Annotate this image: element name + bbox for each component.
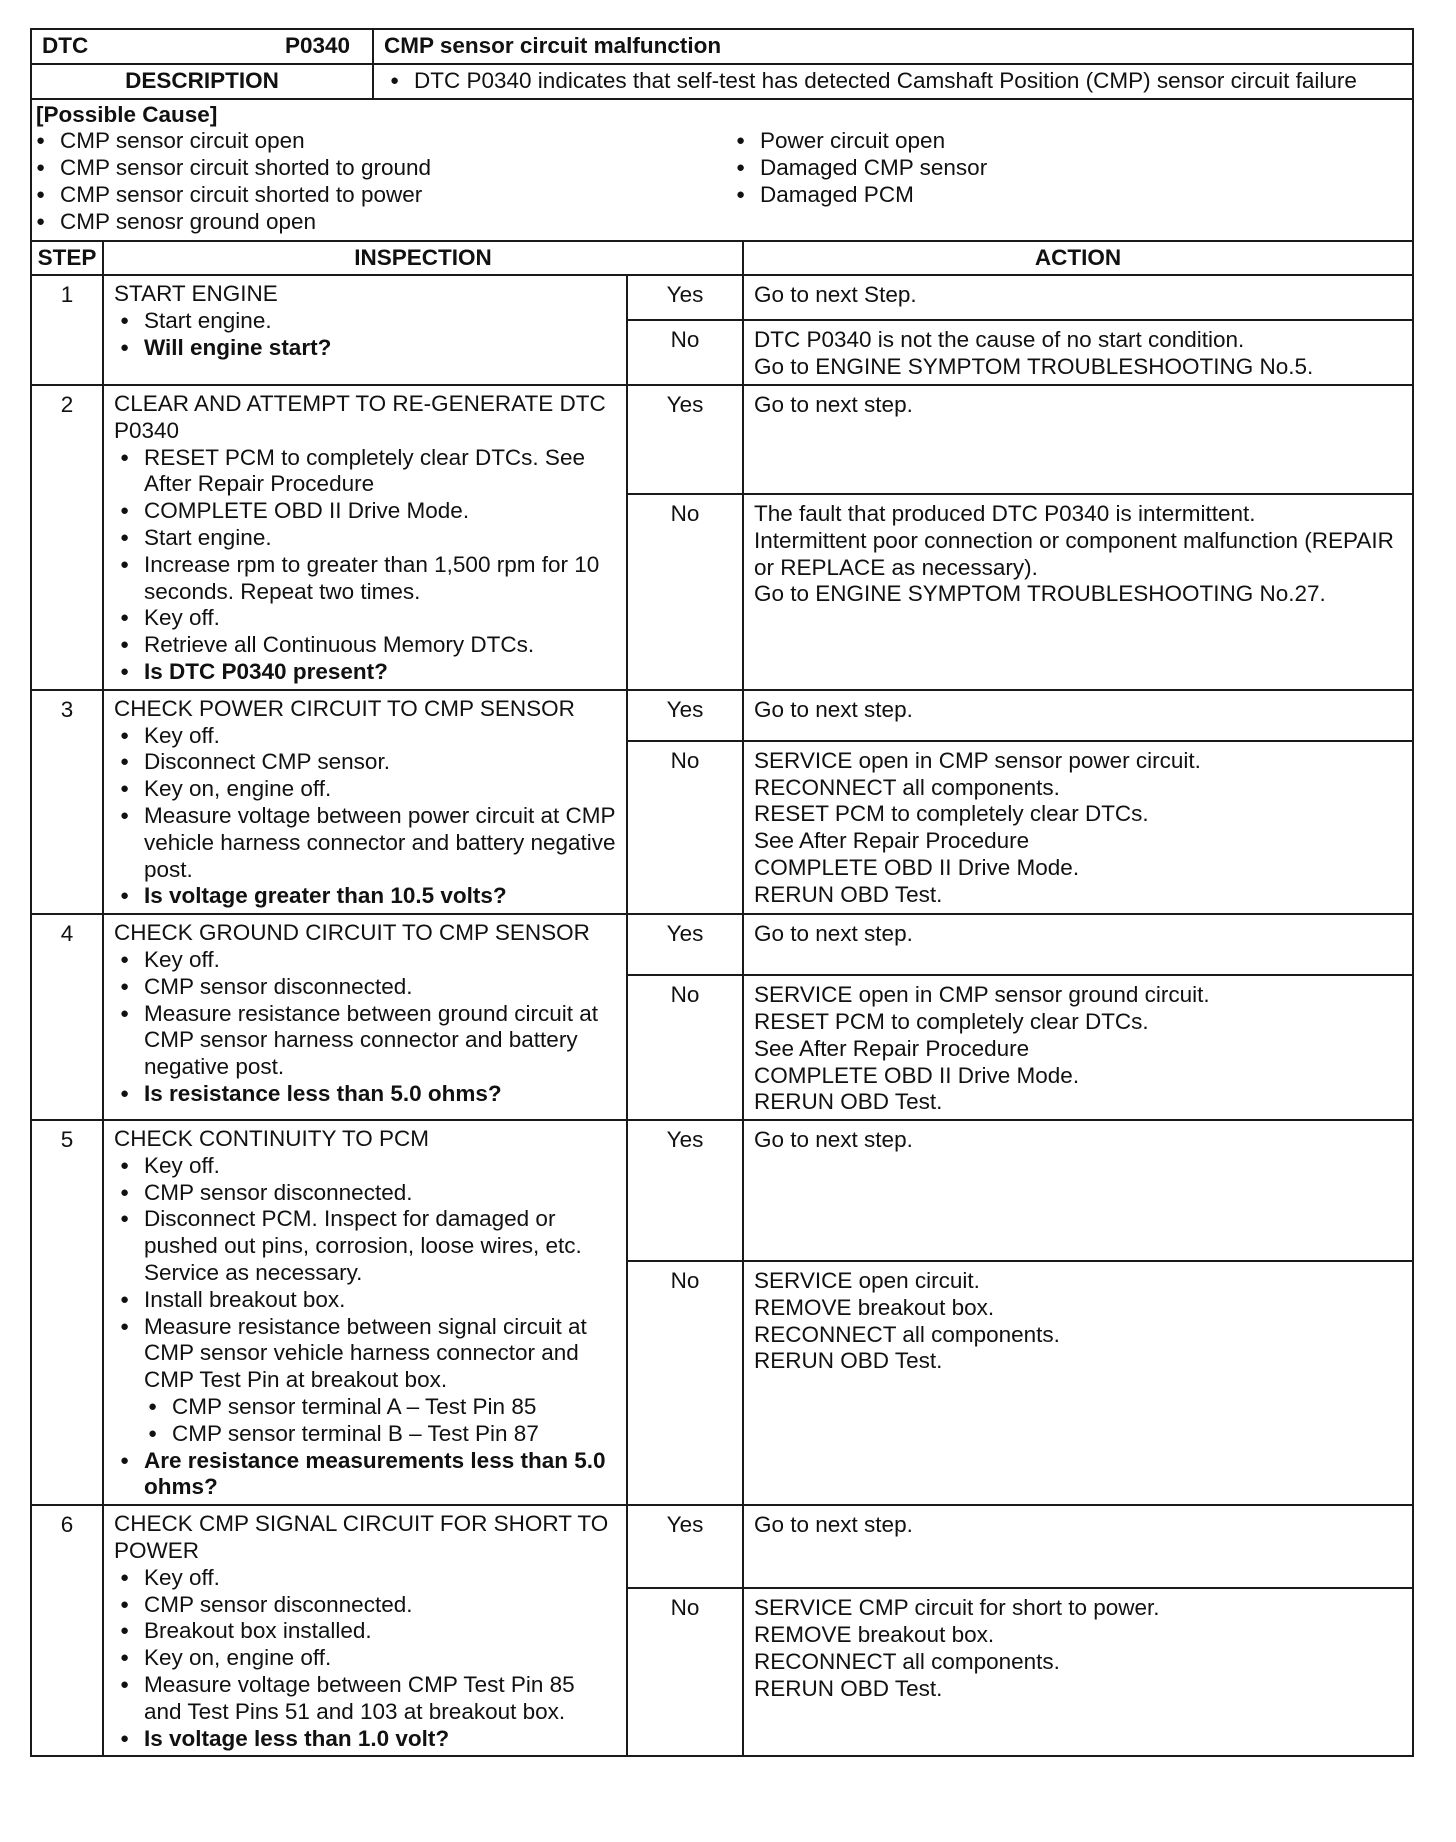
possible-cause-row — [31, 99, 1413, 241]
action-line: RECONNECT all components. — [754, 1321, 1060, 1347]
no-label: No — [627, 320, 743, 385]
step-inspection — [103, 385, 627, 690]
cause-item: ● CMP senosr ground open — [30, 209, 730, 236]
dtc-cell — [31, 29, 373, 64]
step-number: 2 — [31, 385, 103, 690]
step-item: ● Retrieve all Continuous Memory DTCs. — [114, 632, 616, 659]
yes-action — [743, 385, 1413, 494]
step-number: 3 — [31, 690, 103, 914]
action-line: Go to next step. — [754, 921, 913, 947]
step-row — [31, 690, 1413, 741]
description-cell — [373, 64, 1413, 99]
step-inspection — [103, 275, 627, 385]
possible-cause-cell — [31, 99, 1413, 241]
no-action — [743, 1588, 1413, 1756]
no-label: No — [627, 494, 743, 690]
col-inspection: INSPECTION — [103, 241, 743, 276]
action-line: SERVICE CMP circuit for short to power. — [754, 1595, 1160, 1621]
action-line: Go to ENGINE SYMPTOM TROUBLESHOOTING No.5. — [754, 354, 1314, 380]
action-line: SERVICE open in CMP sensor power circuit. — [754, 747, 1201, 773]
step-row — [31, 914, 1413, 975]
step-inspection — [103, 690, 627, 914]
description-label: DESCRIPTION — [31, 64, 373, 99]
col-action: ACTION — [743, 241, 1413, 276]
action-line: REMOVE breakout box. — [754, 1294, 995, 1320]
yes-label: Yes — [627, 1505, 743, 1588]
step-item: ● Measure voltage between power circuit at CMP vehicle harness connector and battery negative post. — [114, 803, 616, 883]
cause-item: ● CMP sensor circuit open — [30, 128, 730, 155]
no-action — [743, 741, 1413, 914]
action-line: RECONNECT all components. — [754, 1648, 1060, 1674]
step-number: 6 — [31, 1505, 103, 1756]
step-item: ● Disconnect CMP sensor. — [114, 749, 616, 776]
action-line: The fault that produced DTC P0340 is intermittent. — [754, 500, 1256, 526]
no-label: No — [627, 741, 743, 914]
dtc-header-table — [30, 28, 1414, 242]
step-question: ● Will engine start? — [114, 335, 616, 362]
step-item: ● CMP sensor disconnected. — [114, 1592, 616, 1619]
step-item: ● Key off. — [114, 1153, 616, 1180]
dtc-code: P0340 — [284, 33, 350, 58]
step-item: ● Breakout box installed. — [114, 1618, 616, 1645]
step-row — [31, 275, 1413, 320]
action-line: Go to next step. — [754, 391, 913, 417]
step-inspection — [103, 1120, 627, 1505]
no-label: No — [627, 1261, 743, 1505]
col-step: STEP — [31, 241, 103, 276]
step-question: ● Is voltage greater than 10.5 volts? — [114, 883, 616, 910]
description-row — [31, 64, 1413, 99]
step-title: CHECK GROUND CIRCUIT TO CMP SENSOR — [114, 920, 590, 946]
step-item: ● Key on, engine off. — [114, 776, 616, 803]
yes-action — [743, 275, 1413, 320]
yes-label: Yes — [627, 385, 743, 494]
action-line: SERVICE open circuit. — [754, 1268, 980, 1294]
step-item: ● COMPLETE OBD II Drive Mode. — [114, 498, 616, 525]
step-title: CHECK CONTINUITY TO PCM — [114, 1126, 430, 1152]
possible-cause-heading: [Possible Cause] — [36, 101, 218, 127]
step-subitem: ● CMP sensor terminal A – Test Pin 85 — [114, 1394, 616, 1421]
step-question: ● Is resistance less than 5.0 ohms? — [114, 1081, 616, 1108]
step-number: 4 — [31, 914, 103, 1120]
action-line: RERUN OBD Test. — [754, 881, 943, 907]
step-row — [31, 1505, 1413, 1588]
action-line: Go to next Step. — [754, 282, 917, 308]
action-line: Intermittent poor connection or component malfunction (REPAIR or REPLACE as necessary). — [754, 527, 1394, 580]
action-line: COMPLETE OBD II Drive Mode. — [754, 854, 1080, 880]
column-header-row — [31, 241, 1413, 276]
action-line: Go to next step. — [754, 696, 913, 722]
dtc-label: DTC — [42, 33, 89, 58]
step-title: CHECK CMP SIGNAL CIRCUIT FOR SHORT TO POWER — [114, 1511, 609, 1564]
action-line: Go to ENGINE SYMPTOM TROUBLESHOOTING No.27. — [754, 581, 1326, 607]
step-item: ● Key off. — [114, 947, 616, 974]
cause-item: ● Damaged PCM — [730, 182, 987, 209]
step-item: ● Key on, engine off. — [114, 1645, 616, 1672]
step-inspection — [103, 1505, 627, 1756]
yes-label: Yes — [627, 1120, 743, 1261]
step-item: ● Install breakout box. — [114, 1287, 616, 1314]
yes-action — [743, 1120, 1413, 1261]
step-item: ● Measure voltage between CMP Test Pin 85 and Test Pins 51 and 103 at breakout box. — [114, 1672, 616, 1726]
no-action — [743, 975, 1413, 1120]
step-number: 1 — [31, 275, 103, 385]
step-item: ● Start engine. — [114, 308, 616, 335]
step-title: CLEAR AND ATTEMPT TO RE-GENERATE DTC P0340 — [114, 390, 606, 443]
step-title: CHECK POWER CIRCUIT TO CMP SENSOR — [114, 695, 575, 721]
action-line: RERUN OBD Test. — [754, 1675, 943, 1701]
yes-label: Yes — [627, 690, 743, 741]
dtc-document — [30, 28, 1414, 1757]
yes-action — [743, 690, 1413, 741]
yes-action — [743, 1505, 1413, 1588]
yes-label: Yes — [627, 914, 743, 975]
step-item: ● Key off. — [114, 723, 616, 750]
cause-item: ● Damaged CMP sensor — [730, 155, 987, 182]
step-row — [31, 1120, 1413, 1261]
step-inspection — [103, 914, 627, 1120]
step-item: ● Measure resistance between signal circuit at CMP sensor vehicle harness connector and CMP Test Pin at breakout box. — [114, 1314, 616, 1394]
yes-action — [743, 914, 1413, 975]
cause-item: ● CMP sensor circuit shorted to ground — [30, 155, 730, 182]
action-line: RECONNECT all components. — [754, 774, 1060, 800]
action-line: Go to next step. — [754, 1127, 913, 1153]
step-question: ● Is DTC P0340 present? — [114, 659, 616, 686]
yes-label: Yes — [627, 275, 743, 320]
no-action — [743, 494, 1413, 690]
step-item: ● Key off. — [114, 1565, 616, 1592]
step-item: ● Disconnect PCM. Inspect for damaged or pushed out pins, corrosion, loose wires, etc. Service as necessary. — [114, 1206, 616, 1286]
action-line: RESET PCM to completely clear DTCs. — [754, 801, 1149, 827]
step-row — [31, 385, 1413, 494]
action-line: See After Repair Procedure — [754, 1035, 1030, 1061]
action-line: RERUN OBD Test. — [754, 1089, 943, 1115]
step-item: ● CMP sensor disconnected. — [114, 974, 616, 1001]
cause-item: ● CMP sensor circuit shorted to power — [30, 182, 730, 209]
action-line: RESET PCM to completely clear DTCs. — [754, 1008, 1149, 1034]
action-line: REMOVE breakout box. — [754, 1622, 995, 1648]
action-line: See After Repair Procedure — [754, 828, 1030, 854]
step-question: ● Are resistance measurements less than 5.0 ohms? — [114, 1448, 616, 1502]
no-action — [743, 320, 1413, 385]
action-line: DTC P0340 is not the cause of no start condition. — [754, 327, 1245, 353]
step-item: ● CMP sensor disconnected. — [114, 1180, 616, 1207]
action-line: RERUN OBD Test. — [754, 1348, 943, 1374]
step-item: ● Measure resistance between ground circuit at CMP sensor harness connector and battery negative post. — [114, 1001, 616, 1081]
cause-list-right — [730, 128, 987, 235]
step-number: 5 — [31, 1120, 103, 1505]
description-text: ● DTC P0340 indicates that self-test has detected Camshaft Position (CMP) sensor circuit failure — [384, 68, 1402, 95]
steps-table — [30, 240, 1414, 1758]
step-item: ● Start engine. — [114, 525, 616, 552]
action-line: Go to next step. — [754, 1512, 913, 1538]
action-line: COMPLETE OBD II Drive Mode. — [754, 1062, 1080, 1088]
action-line: SERVICE open in CMP sensor ground circuit. — [754, 982, 1210, 1008]
step-item: ● RESET PCM to completely clear DTCs. See After Repair Procedure — [114, 445, 616, 499]
step-question: ● Is voltage less than 1.0 volt? — [114, 1726, 616, 1753]
step-item: ● Key off. — [114, 605, 616, 632]
dtc-row — [31, 29, 1413, 64]
no-label: No — [627, 1588, 743, 1756]
step-subitem: ● CMP sensor terminal B – Test Pin 87 — [114, 1421, 616, 1448]
no-label: No — [627, 975, 743, 1120]
step-item: ● Increase rpm to greater than 1,500 rpm for 10 seconds. Repeat two times. — [114, 552, 616, 606]
cause-item: ● Power circuit open — [730, 128, 987, 155]
dtc-title: CMP sensor circuit malfunction — [373, 29, 1413, 64]
step-title: START ENGINE — [114, 281, 278, 307]
cause-list-left — [30, 128, 730, 235]
no-action — [743, 1261, 1413, 1505]
